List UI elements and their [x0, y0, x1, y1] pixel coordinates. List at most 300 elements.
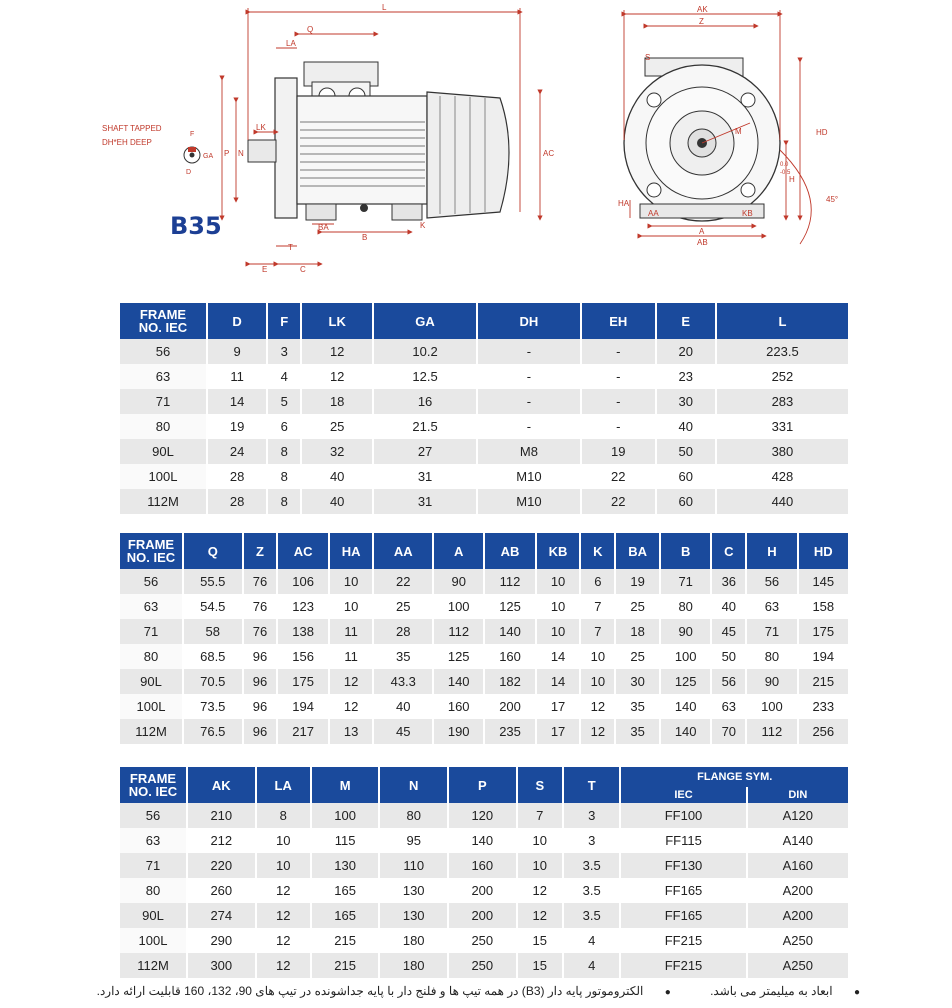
- table-cell: 90: [661, 619, 710, 644]
- table-row: [120, 389, 848, 414]
- frame-header: [120, 533, 182, 569]
- header-A: A: [434, 533, 483, 569]
- table-cell: 283: [717, 389, 848, 414]
- table-cell: 76: [244, 619, 277, 644]
- table-row: [120, 569, 848, 594]
- table-cell: 73.5: [184, 694, 242, 719]
- frame-cell: 71: [120, 619, 182, 644]
- table-cell: 68.5: [184, 644, 242, 669]
- table-cell: 40: [302, 464, 372, 489]
- dim-label-tol2: -0.5: [780, 170, 791, 176]
- table-body: [120, 803, 848, 978]
- table-cell: 112: [747, 719, 796, 744]
- table-cell: 6: [581, 569, 614, 594]
- table-cell: 125: [485, 594, 534, 619]
- table-cell: 3.5: [564, 903, 619, 928]
- table-cell: 10: [537, 569, 580, 594]
- table-cell: 25: [374, 594, 432, 619]
- table-cell: 182: [485, 669, 534, 694]
- table-cell: 200: [449, 903, 516, 928]
- table-cell: 140: [661, 694, 710, 719]
- table-cell: 4: [564, 928, 619, 953]
- header-H: H: [747, 533, 796, 569]
- table-cell: 215: [312, 953, 379, 978]
- table-cell: 28: [374, 619, 432, 644]
- table-cell: 96: [244, 694, 277, 719]
- table-cell: 12: [257, 928, 310, 953]
- table-cell: 3.5: [564, 853, 619, 878]
- table-cell: 58: [184, 619, 242, 644]
- table-cell: 106: [278, 569, 327, 594]
- table-cell: 76: [244, 569, 277, 594]
- frame-header-line1: FRAME: [139, 307, 187, 322]
- table-cell: 10: [537, 619, 580, 644]
- table-cell: 12: [302, 364, 372, 389]
- frame-cell: 80: [120, 878, 186, 903]
- header-GA: GA: [374, 303, 476, 339]
- header-P: P: [449, 767, 516, 803]
- table-cell: 14: [537, 644, 580, 669]
- frame-cell: 90L: [120, 903, 186, 928]
- dim-label-D: D: [186, 169, 192, 176]
- table-cell: 4: [268, 364, 300, 389]
- table-cell: 13: [330, 719, 373, 744]
- table-cell: 210: [188, 803, 255, 828]
- table-header-row: [120, 767, 848, 787]
- dim-label-Q: Q: [307, 25, 314, 34]
- header-N: N: [380, 767, 447, 803]
- table-cell: 71: [661, 569, 710, 594]
- header-EH: EH: [582, 303, 655, 339]
- frame-cell: 63: [120, 594, 182, 619]
- dim-label-HD: HD: [816, 128, 828, 137]
- table-cell: 19: [616, 569, 659, 594]
- table-cell: 12: [257, 878, 310, 903]
- dim-label-AB: AB: [697, 238, 708, 247]
- table-cell: 165: [312, 878, 379, 903]
- table-cell: 40: [712, 594, 745, 619]
- header-HD: HD: [799, 533, 848, 569]
- table-cell: 194: [278, 694, 327, 719]
- dim-label-E: E: [262, 265, 268, 274]
- table-cell: 31: [374, 489, 476, 514]
- table-cell: 7: [581, 594, 614, 619]
- header-Z: Z: [244, 533, 277, 569]
- dim-label-Z: Z: [699, 17, 704, 26]
- table-cell: 194: [799, 644, 848, 669]
- table-cell: 10: [518, 828, 562, 853]
- table-header-row: [120, 303, 848, 339]
- frame-cell: 63: [120, 364, 206, 389]
- table-row: [120, 364, 848, 389]
- table-cell: 130: [380, 878, 447, 903]
- table-cell: 223.5: [717, 339, 848, 364]
- dim-label-S: S: [645, 53, 651, 62]
- table-cell: 35: [616, 719, 659, 744]
- table-cell: 45: [712, 619, 745, 644]
- dim-label-LK: LK: [256, 123, 266, 132]
- table-cell: A200: [748, 903, 848, 928]
- header-flange-sym: FLANGE SYM.: [621, 767, 848, 787]
- dim-label-N: N: [238, 149, 244, 158]
- table-cell: -: [478, 364, 580, 389]
- table-cell: 32: [302, 439, 372, 464]
- table-row: [120, 719, 848, 744]
- table-cell: 175: [278, 669, 327, 694]
- table-cell: 3.5: [564, 878, 619, 903]
- dim-label-AK: AK: [697, 5, 708, 14]
- header-AC: AC: [278, 533, 327, 569]
- frame-header: [120, 767, 186, 803]
- table-cell: FF100: [621, 803, 745, 828]
- table-cell: 63: [712, 694, 745, 719]
- table-cell: 31: [374, 464, 476, 489]
- table-cell: 380: [717, 439, 848, 464]
- frame-cell: 100L: [120, 694, 182, 719]
- footnote-availability: [79, 984, 671, 998]
- table-cell: A200: [748, 878, 848, 903]
- table-cell: FF115: [621, 828, 745, 853]
- header-F: F: [268, 303, 300, 339]
- table-cell: -: [582, 339, 655, 364]
- table-cell: A120: [748, 803, 848, 828]
- table-cell: 90: [434, 569, 483, 594]
- frame-cell: 56: [120, 569, 182, 594]
- frame-header-line1: FRAME: [127, 537, 175, 552]
- footnotes: [96, 984, 860, 998]
- table-cell: 250: [449, 928, 516, 953]
- table-cell: 36: [712, 569, 745, 594]
- table-cell: 200: [449, 878, 516, 903]
- table-cell: 156: [278, 644, 327, 669]
- footnote-availability-text: الکتروموتور پایه دار (B3) در همه تیپ ها و فلنج دار با پایه جداشونده در تیپ های 90، 132، 160 قابلیت ارائه دارد.: [96, 984, 644, 998]
- table-cell: 35: [374, 644, 432, 669]
- table-cell: 115: [312, 828, 379, 853]
- table-cell: 9: [208, 339, 266, 364]
- table-cell: A160: [748, 853, 848, 878]
- dim-label-AC: AC: [543, 149, 555, 158]
- table-body: [120, 339, 848, 514]
- shaft-note-line2: DH*EH DEEP: [102, 138, 152, 147]
- table-row: [120, 903, 848, 928]
- table-cell: 54.5: [184, 594, 242, 619]
- table-cell: 160: [449, 853, 516, 878]
- table-cell: 10: [581, 669, 614, 694]
- table-row: [120, 619, 848, 644]
- table-cell: 17: [537, 694, 580, 719]
- table-cell: 96: [244, 644, 277, 669]
- table-cell: 123: [278, 594, 327, 619]
- table-row: [120, 464, 848, 489]
- shaft-note: [102, 122, 162, 150]
- header-AA: AA: [374, 533, 432, 569]
- table-cell: -: [478, 414, 580, 439]
- table-cell: 233: [799, 694, 848, 719]
- dim-label-GA: GA: [203, 153, 214, 160]
- table-cell: 12: [581, 719, 614, 744]
- table-cell: 8: [268, 489, 300, 514]
- table-cell: 22: [582, 464, 655, 489]
- table-cell: 96: [244, 669, 277, 694]
- header-LA: LA: [257, 767, 310, 803]
- table-cell: -: [582, 414, 655, 439]
- frame-cell: 71: [120, 389, 206, 414]
- table-cell: 215: [799, 669, 848, 694]
- dim-label-angle: 45°: [826, 195, 839, 204]
- frame-cell: 112M: [120, 953, 186, 978]
- table-cell: 100: [661, 644, 710, 669]
- table-cell: 63: [747, 594, 796, 619]
- frame-cell: 80: [120, 644, 182, 669]
- table-cell: 27: [374, 439, 476, 464]
- table-row: [120, 953, 848, 978]
- header-din: DIN: [748, 787, 848, 803]
- table-row: [120, 878, 848, 903]
- table-cell: 45: [374, 719, 432, 744]
- table-cell: 260: [188, 878, 255, 903]
- table-cell: 130: [312, 853, 379, 878]
- table-cell: 12: [257, 903, 310, 928]
- table-cell: FF215: [621, 953, 745, 978]
- table-cell: 250: [449, 953, 516, 978]
- table-cell: 256: [799, 719, 848, 744]
- table-cell: A250: [748, 928, 848, 953]
- table-cell: 220: [188, 853, 255, 878]
- table-cell: 10: [518, 853, 562, 878]
- table-cell: 110: [380, 853, 447, 878]
- side-view: [184, 3, 554, 274]
- header-AK: AK: [188, 767, 255, 803]
- table-cell: M10: [478, 464, 580, 489]
- table-cell: 10.2: [374, 339, 476, 364]
- table-cell: 95: [380, 828, 447, 853]
- bullet-icon: ●: [853, 987, 860, 998]
- dim-label-F: F: [190, 131, 195, 138]
- table-cell: 16: [374, 389, 476, 414]
- table-cell: 140: [434, 669, 483, 694]
- table-cell: 18: [302, 389, 372, 414]
- table-cell: 10: [257, 828, 310, 853]
- table-cell: 190: [434, 719, 483, 744]
- header-M: M: [312, 767, 379, 803]
- table-cell: 130: [380, 903, 447, 928]
- header-Q: Q: [184, 533, 242, 569]
- table-row: [120, 928, 848, 953]
- dim-label-L: L: [382, 3, 387, 12]
- table-cell: 18: [616, 619, 659, 644]
- table-cell: 12: [330, 669, 373, 694]
- table-cell: 30: [616, 669, 659, 694]
- table-cell: 43.3: [374, 669, 432, 694]
- table-cell: 50: [712, 644, 745, 669]
- footnote-units-text: ابعاد به میلیمتر می باشد.: [710, 984, 833, 998]
- table-cell: 100: [747, 694, 796, 719]
- dim-label-H: H: [789, 175, 795, 184]
- table-body: [120, 569, 848, 744]
- table-cell: 235: [485, 719, 534, 744]
- table-cell: 80: [380, 803, 447, 828]
- table-cell: -: [582, 389, 655, 414]
- table-cell: 22: [582, 489, 655, 514]
- table-cell: 11: [330, 644, 373, 669]
- table-cell: 8: [257, 803, 310, 828]
- dim-label-LA: LA: [286, 39, 296, 48]
- table-cell: 112: [434, 619, 483, 644]
- table-cell: 56: [712, 669, 745, 694]
- table-row: [120, 828, 848, 853]
- table-cell: 8: [268, 464, 300, 489]
- dim-label-A: A: [699, 227, 705, 236]
- table-cell: 80: [747, 644, 796, 669]
- table-cell: 56: [747, 569, 796, 594]
- dimensions-table-2: [118, 533, 850, 744]
- frame-header-line1: FRAME: [129, 771, 177, 786]
- dim-label-K: K: [420, 221, 426, 230]
- dim-label-T: T: [288, 243, 293, 252]
- table-cell: 21.5: [374, 414, 476, 439]
- table-cell: 165: [312, 903, 379, 928]
- table-cell: 200: [485, 694, 534, 719]
- table-cell: 12: [330, 694, 373, 719]
- table-cell: 440: [717, 489, 848, 514]
- header-LK: LK: [302, 303, 372, 339]
- table-cell: 12: [518, 878, 562, 903]
- dim-label-P: P: [224, 149, 230, 158]
- dimensions-table-1: [118, 303, 850, 514]
- frame-cell: 112M: [120, 489, 206, 514]
- table-cell: 212: [188, 828, 255, 853]
- table-cell: 252: [717, 364, 848, 389]
- header-K: K: [581, 533, 614, 569]
- table-cell: 145: [799, 569, 848, 594]
- table-cell: 20: [657, 339, 715, 364]
- table-header-row: [120, 533, 848, 569]
- table-cell: 23: [657, 364, 715, 389]
- frame-cell: 112M: [120, 719, 182, 744]
- technical-drawings: [0, 0, 952, 290]
- table-cell: A250: [748, 953, 848, 978]
- table-cell: 125: [434, 644, 483, 669]
- header-S: S: [518, 767, 562, 803]
- header-E: E: [657, 303, 715, 339]
- table-cell: 215: [312, 928, 379, 953]
- table-row: [120, 594, 848, 619]
- table-cell: 300: [188, 953, 255, 978]
- table-cell: 50: [657, 439, 715, 464]
- header-AB: AB: [485, 533, 534, 569]
- table-cell: 14: [208, 389, 266, 414]
- table-cell: 40: [374, 694, 432, 719]
- table-cell: -: [478, 389, 580, 414]
- table-cell: 331: [717, 414, 848, 439]
- footnote-units: [692, 984, 860, 998]
- table-cell: 19: [582, 439, 655, 464]
- table-cell: 80: [661, 594, 710, 619]
- table-cell: 14: [537, 669, 580, 694]
- table-row: [120, 489, 848, 514]
- table-cell: 25: [616, 594, 659, 619]
- table-cell: 10: [537, 594, 580, 619]
- table-cell: 96: [244, 719, 277, 744]
- table-cell: 100: [312, 803, 379, 828]
- table-cell: 274: [188, 903, 255, 928]
- table-cell: 76.5: [184, 719, 242, 744]
- table-cell: -: [582, 364, 655, 389]
- table-cell: 6: [268, 414, 300, 439]
- table-row: [120, 803, 848, 828]
- table-cell: 4: [564, 953, 619, 978]
- dim-label-C: C: [300, 265, 306, 274]
- frame-cell: 56: [120, 339, 206, 364]
- table-cell: 76: [244, 594, 277, 619]
- table-cell: 138: [278, 619, 327, 644]
- table-cell: 428: [717, 464, 848, 489]
- table-cell: 7: [518, 803, 562, 828]
- frame-cell: 90L: [120, 439, 206, 464]
- frame-header: [120, 303, 206, 339]
- table-cell: FF215: [621, 928, 745, 953]
- model-label: B35: [170, 212, 222, 240]
- table-row: [120, 669, 848, 694]
- table-cell: A140: [748, 828, 848, 853]
- table-cell: 100: [434, 594, 483, 619]
- table-row: [120, 853, 848, 878]
- dim-label-tol1: 0.0: [780, 162, 789, 168]
- table-cell: M8: [478, 439, 580, 464]
- table-cell: 15: [518, 928, 562, 953]
- dim-label-B: B: [362, 233, 368, 242]
- table-cell: 217: [278, 719, 327, 744]
- header-iec: IEC: [621, 787, 745, 803]
- table-cell: 40: [302, 489, 372, 514]
- table-cell: 160: [434, 694, 483, 719]
- table-cell: 70: [712, 719, 745, 744]
- dim-label-KB: KB: [742, 209, 753, 218]
- table-row: [120, 439, 848, 464]
- frame-header-line2: NO. IEC: [128, 784, 178, 799]
- table-cell: 7: [581, 619, 614, 644]
- table-row: [120, 414, 848, 439]
- table-cell: 10: [581, 644, 614, 669]
- dim-label-HA: HA: [618, 199, 630, 208]
- frame-cell: 100L: [120, 928, 186, 953]
- shaft-note-line1: SHAFT TAPPED: [102, 124, 162, 133]
- frame-header-line2: NO. IEC: [138, 320, 188, 335]
- table-cell: 3: [268, 339, 300, 364]
- table-cell: 25: [302, 414, 372, 439]
- shaft-end-detail: [184, 131, 213, 176]
- front-view: [618, 5, 838, 247]
- table-cell: 40: [657, 414, 715, 439]
- table-cell: 175: [799, 619, 848, 644]
- table-cell: 12: [518, 903, 562, 928]
- table-cell: 5: [268, 389, 300, 414]
- frame-header-line2: NO. IEC: [126, 550, 176, 565]
- frame-cell: 90L: [120, 669, 182, 694]
- table-cell: 11: [208, 364, 266, 389]
- table-cell: 11: [330, 619, 373, 644]
- table-cell: 60: [657, 489, 715, 514]
- table-cell: 30: [657, 389, 715, 414]
- dim-label-BA: BA: [318, 223, 329, 232]
- table-cell: 3: [564, 828, 619, 853]
- frame-cell: 71: [120, 853, 186, 878]
- header-BA: BA: [616, 533, 659, 569]
- frame-cell: 63: [120, 828, 186, 853]
- header-C: C: [712, 533, 745, 569]
- table-cell: 180: [380, 953, 447, 978]
- table-cell: 70.5: [184, 669, 242, 694]
